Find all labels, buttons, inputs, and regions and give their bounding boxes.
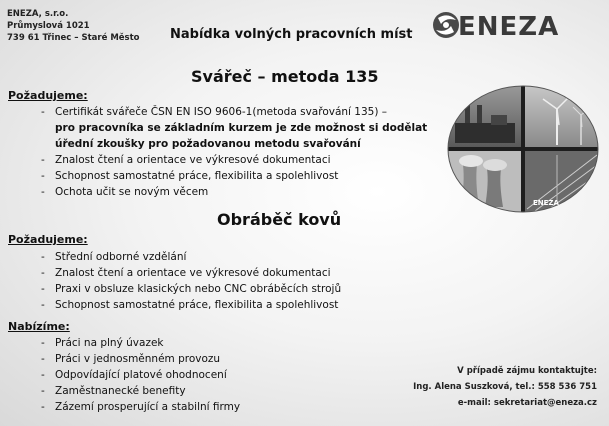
list-item: - Zázemí prosperující a stabilní firmy [41, 401, 241, 413]
job2-requirements-list [8, 249, 341, 313]
company-name: ENEZA, s.r.o. [7, 9, 69, 19]
contact-block [413, 363, 597, 411]
cooling-towers-photo [447, 151, 521, 213]
collage-logo-text: ENEZA [533, 199, 559, 207]
job-title-machinist: Obráběč kovů [217, 210, 342, 229]
contact-heading: V případě zájmu kontaktujte: [457, 366, 597, 376]
list-item: - Střední odborné vzdělání [41, 251, 187, 263]
list-item: - Ochota učit se novým věcem [41, 186, 209, 198]
list-item: - Schopnost samostatné práce, flexibilita a spolehlivost [41, 299, 339, 311]
contact-person: Ing. Alena Suszková, tel.: 558 536 751 [413, 382, 597, 392]
list-item: - Práci na plný úvazek [41, 337, 164, 349]
energy-photo-collage [447, 85, 599, 213]
list-item: - Certifikát svářeče ČSN EN ISO 9606-1(metoda svařování 135) – [41, 106, 388, 118]
list-item: - Zaměstnanecké benefity [41, 385, 186, 397]
job1-requirements-list [8, 104, 427, 200]
company-street: Průmyslová 1021 [7, 21, 90, 31]
job1-requirements-heading: Požadujeme: [8, 89, 88, 102]
contact-email[interactable]: e-mail: sekretariat@eneza.cz [457, 398, 597, 408]
offer-heading: Nabízíme: [8, 320, 70, 333]
list-item: - Znalost čtení a orientace ve výkresové dokumentaci [41, 267, 331, 279]
list-item: - Odpovídající platové ohodnocení [41, 369, 227, 381]
list-item: - Práci v jednosměnném provozu [41, 353, 221, 365]
logo-wordmark: ENEZA [458, 12, 560, 42]
list-item: - Schopnost samostatné práce, flexibilita a spolehlivost [41, 170, 339, 182]
wind-turbines-photo [525, 85, 599, 147]
job2-requirements-heading: Požadujeme: [8, 233, 88, 246]
page-headline: Nabídka volných pracovních míst [170, 27, 413, 42]
list-item: - Praxi v obsluze klasických nebo CNC obráběcích strojů [41, 283, 342, 295]
job-title-welder: Svářeč – metoda 135 [191, 67, 379, 86]
company-address [7, 8, 140, 44]
company-city: 739 61 Třinec – Staré Město [7, 33, 140, 43]
list-item: úřední zkoušky pro požadovanou metodu svařování [55, 138, 361, 150]
list-item: - Znalost čtení a orientace ve výkresové dokumentaci [41, 154, 331, 166]
power-plant-photo [447, 85, 521, 147]
offer-list [8, 335, 240, 415]
list-item: pro pracovníka se základním kurzem je zde možnost si dodělat [55, 122, 428, 134]
